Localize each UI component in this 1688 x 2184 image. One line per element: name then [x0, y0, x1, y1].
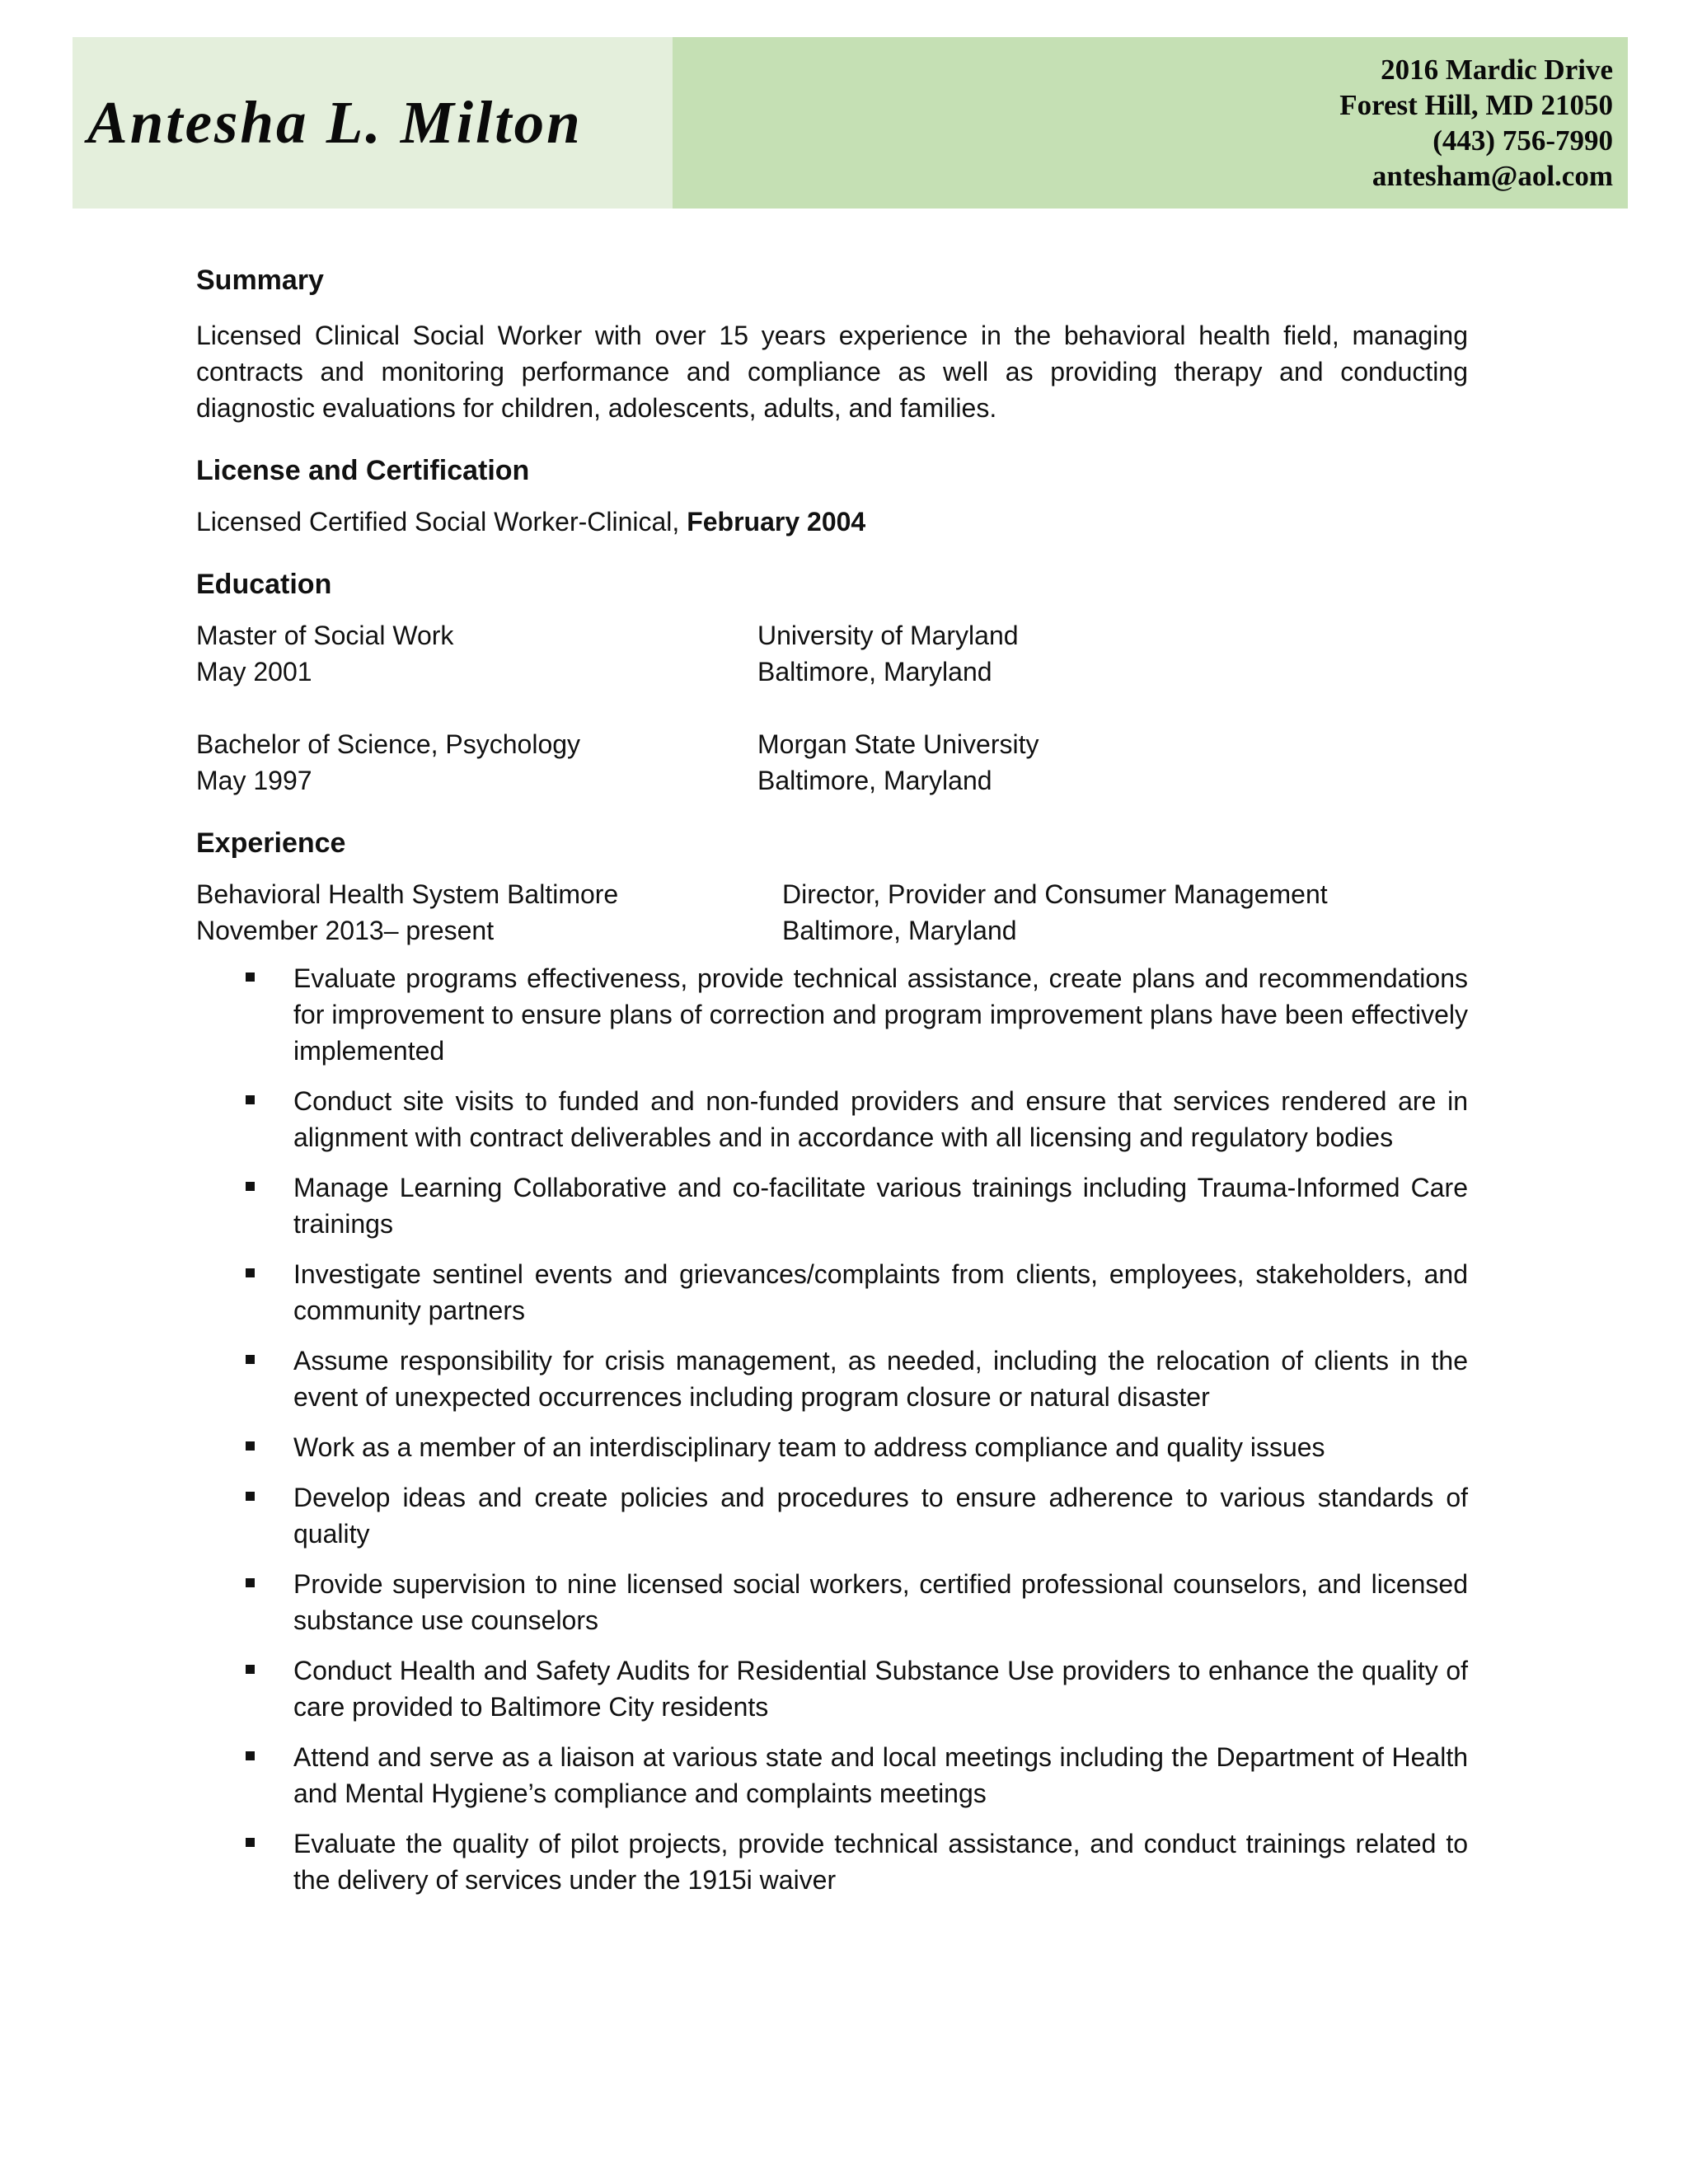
responsibility-text: Conduct Health and Safety Audits for Residential Substance Use providers to enhance the quality of care provided to Baltimore City residents [293, 1656, 1468, 1722]
degree-date: May 2001 [196, 657, 312, 687]
experience-heading: Experience [196, 827, 346, 859]
responsibility-text: Evaluate programs effectiveness, provide technical assistance, create plans and recommendations for improvement to ensure plans of correction and program improvement plans have been effectively implemented [293, 963, 1468, 1066]
address-line-2: Forest Hill, MD 21050 [1339, 89, 1613, 121]
responsibility-text: Conduct site visits to funded and non-funded providers and ensure that services rendered are in alignment with contract deliverables and in accordance with all licensing and regulatory bodies [293, 1086, 1468, 1152]
phone-number: (443) 756-7990 [1432, 124, 1613, 157]
list-item [246, 1825, 1468, 1898]
responsibilities-list [246, 960, 1468, 1898]
license-date: February 2004 [687, 507, 866, 537]
school-location: Baltimore, Maryland [757, 657, 992, 687]
list-item [246, 960, 1468, 1069]
degree: Bachelor of Science, Psychology [196, 729, 581, 759]
school: Morgan State University [757, 729, 1039, 759]
resume-header [73, 37, 1628, 209]
resume-body [196, 262, 1468, 1912]
bullet-square-icon [246, 1441, 255, 1451]
bullet-square-icon [246, 1182, 255, 1191]
bullet-square-icon [246, 1492, 255, 1501]
degree: Master of Social Work [196, 621, 454, 650]
responsibility-text: Investigate sentinel events and grievances/complaints from clients, employees, stakeholders, and community partners [293, 1259, 1468, 1325]
responsibility-text: Manage Learning Collaborative and co-facilitate various trainings including Trauma-Informed Care trainings [293, 1173, 1468, 1239]
responsibility-text: Assume responsibility for crisis management, as needed, including the relocation of clients in the event of unexpected occurrences including program closure or natural disaster [293, 1346, 1468, 1412]
list-item [246, 1083, 1468, 1155]
list-item [246, 1169, 1468, 1242]
education-heading: Education [196, 569, 332, 600]
bullet-square-icon [246, 972, 255, 982]
list-item [246, 1566, 1468, 1638]
job-location: Baltimore, Maryland [782, 916, 1017, 945]
contact-band [673, 37, 1628, 209]
summary-section [196, 262, 1468, 426]
list-item [246, 1652, 1468, 1725]
job-title: Director, Provider and Consumer Management [782, 879, 1328, 909]
school-location: Baltimore, Maryland [757, 766, 992, 795]
employer: Behavioral Health System Baltimore [196, 879, 619, 909]
bullet-square-icon [246, 1665, 255, 1674]
bullet-square-icon [246, 1838, 255, 1847]
license-section [196, 452, 1468, 540]
list-item [246, 1343, 1468, 1415]
summary-text: Licensed Clinical Social Worker with over 15 years experience in the behavioral health field, managing contracts and monitoring performance and compliance as well as providing therapy and conducting diagnostic evaluations for children, adolescents, adults, and families. [196, 321, 1468, 423]
school: University of Maryland [757, 621, 1019, 650]
responsibility-text: Evaluate the quality of pilot projects, provide technical assistance, and conduct trainings related to the delivery of services under the 1915i waiver [293, 1829, 1468, 1895]
degree-date: May 1997 [196, 766, 312, 795]
summary-heading: Summary [196, 265, 324, 296]
education-entry [196, 617, 1468, 690]
bullet-square-icon [246, 1095, 255, 1104]
experience-section [196, 825, 1468, 1898]
responsibility-text: Work as a member of an interdisciplinary team to address compliance and quality issues [293, 1432, 1325, 1462]
job-entry [196, 876, 1468, 949]
name-band [73, 37, 673, 209]
bullet-square-icon [246, 1268, 255, 1277]
license-line [196, 504, 1468, 540]
education-section [196, 566, 1468, 799]
candidate-name: Antesha L. Milton [87, 89, 583, 156]
education-entry [196, 726, 1468, 799]
responsibility-text: Attend and serve as a liaison at various state and local meetings including the Department of Health and Mental Hygiene’s compliance and complaints meetings [293, 1742, 1468, 1808]
license-heading: License and Certification [196, 455, 530, 486]
bullet-square-icon [246, 1355, 255, 1364]
list-item [246, 1256, 1468, 1329]
email-address: antesham@aol.com [1372, 160, 1613, 192]
job-dates: November 2013– present [196, 916, 495, 945]
responsibility-text: Develop ideas and create policies and procedures to ensure adherence to various standards of quality [293, 1483, 1468, 1549]
bullet-square-icon [246, 1751, 255, 1760]
list-item [246, 1479, 1468, 1552]
license-text: Licensed Certified Social Worker-Clinical, [196, 507, 687, 537]
responsibility-text: Provide supervision to nine licensed social workers, certified professional counselors, and licensed substance use counselors [293, 1569, 1468, 1635]
address-line-1: 2016 Mardic Drive [1381, 54, 1613, 86]
list-item [246, 1429, 1468, 1465]
bullet-square-icon [246, 1578, 255, 1587]
list-item [246, 1739, 1468, 1811]
